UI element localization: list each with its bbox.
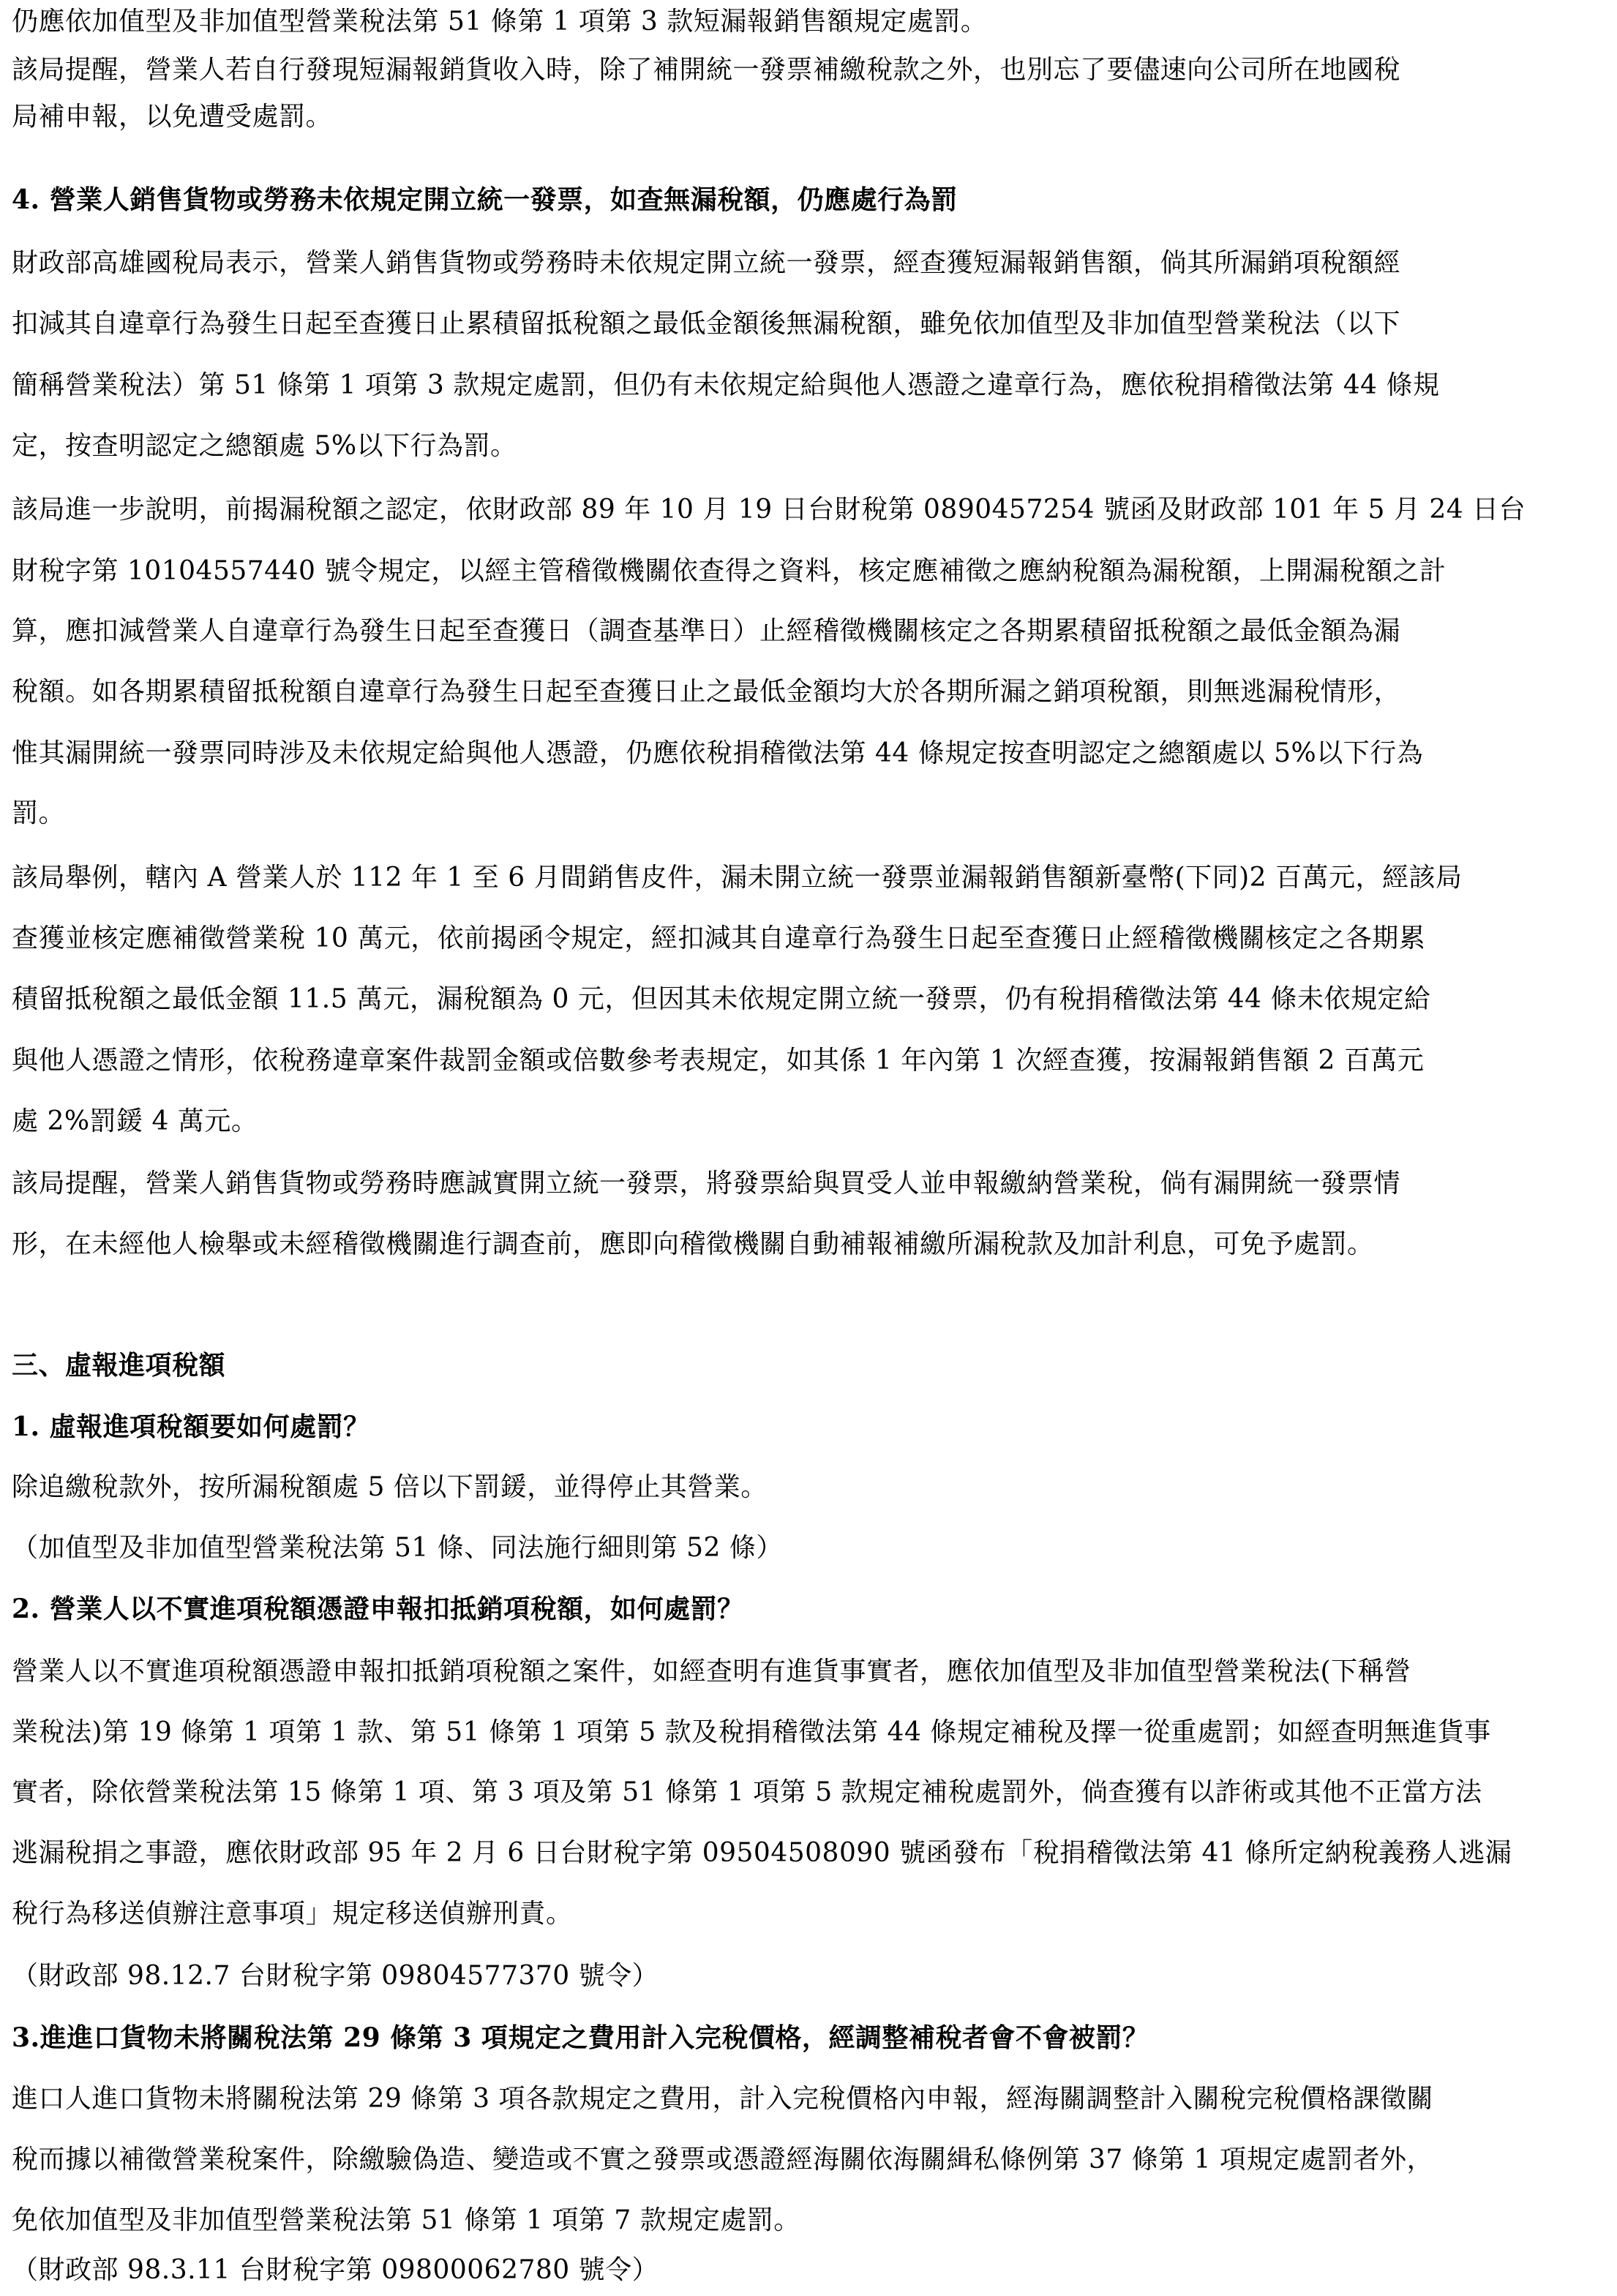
text-line: 進口人進口貨物未將關稅法第 29 條第 3 項各款規定之費用，計入完稅價格內申報，經海關調整計入關稅完稅價格課徵關	[12, 2084, 1433, 2114]
text-line: 財稅字第 10104557440 號令規定，以經主管稽徵機關依查得之資料，核定應補徵之應納稅額為漏稅額，上開漏稅額之計	[12, 556, 1447, 586]
text-line: 簡稱營業稅法）第 51 條第 1 項第 3 款規定處罰，但仍有未依規定給與他人憑證之違章行為，應依稅捐稽徵法第 44 條規	[12, 370, 1440, 400]
text-line: 稅行為移送偵辦注意事項」規定移送偵辦刑責。	[12, 1899, 573, 1929]
section-heading: 三、虛報進項稅額	[12, 1350, 226, 1381]
text-line: 與他人憑證之情形，依稅務違章案件裁罰金額或倍數參考表規定，如其係 1 年內第 1 次經查獲，按漏報銷售額 2 百萬元	[12, 1046, 1425, 1076]
text-line: 業稅法)第 19 條第 1 項第 1 款、第 51 條第 1 項第 5 款及稅捐稽徵法第 44 條規定補稅及擇一從重處罰；如經查明無進貨事	[12, 1717, 1491, 1747]
text-line: 該局舉例，轄內 A 營業人於 112 年 1 至 6 月間銷售皮件，漏未開立統一發票並漏報銷售額新臺幣(下同)2 百萬元，經該局	[12, 863, 1463, 893]
text-line: 惟其漏開統一發票同時涉及未依規定給與他人憑證，仍應依稅捐稽徵法第 44 條規定按查明認定之總額處以 5%以下行為	[12, 738, 1424, 768]
text-line: 免依加值型及非加值型營業稅法第 51 條第 1 項第 7 款規定處罰。	[12, 2205, 800, 2235]
citation-line: （財政部 98.3.11 台財稅字第 09800062780 號令）	[12, 2255, 659, 2285]
text-line: 實者，除依營業稅法第 15 條第 1 項、第 3 項及第 51 條第 1 項第 5 款規定補稅處罰外，倘查獲有以詐術或其他不正當方法	[12, 1777, 1482, 1807]
text-line: 形，在未經他人檢舉或未經稽徵機關進行調查前，應即向稽徵機關自動補報補繳所漏稅款及加計利息，可免予處罰。	[12, 1229, 1374, 1259]
text-line: 該局進一步說明，前揭漏稅額之認定，依財政部 89 年 10 月 19 日台財稅第 0890457254 號函及財政部 101 年 5 月 24 日台	[12, 495, 1526, 525]
text-line: 積留抵稅額之最低金額 11.5 萬元，漏稅額為 0 元，但因其未依規定開立統一發票，仍有稅捐稽徵法第 44 條未依規定給	[12, 984, 1431, 1014]
text-line: 算，應扣減營業人自違章行為發生日起至查獲日（調查基準日）止經稽徵機關核定之各期累積留抵稅額之最低金額為漏	[12, 616, 1401, 646]
text-line: 仍應依加值型及非加值型營業稅法第 51 條第 1 項第 3 款短漏報銷售額規定處罰。	[12, 7, 988, 37]
question-heading: 3.進進口貨物未將關稅法第 29 條第 3 項規定之費用計入完稅價格，經調整補稅者會不會被罰？	[12, 2022, 1149, 2053]
text-line: 該局提醒，營業人銷售貨物或勞務時應誠實開立統一發票，將發票給與買受人並申報繳納營業稅，倘有漏開統一發票情	[12, 1168, 1401, 1198]
text-line: 罰。	[12, 798, 66, 828]
citation-line: （加值型及非加值型營業稅法第 51 條、同法施行細則第 52 條）	[12, 1533, 783, 1563]
citation-line: （財政部 98.12.7 台財稅字第 09804577370 號令）	[12, 1961, 659, 1991]
text-line: 稅額。如各期累積留抵稅額自違章行為發生日起至查獲日止之最低金額均大於各期所漏之銷項稅額，則無逃漏稅情形，	[12, 677, 1401, 707]
text-line: 營業人以不實進項稅額憑證申報扣抵銷項稅額之案件，如經查明有進貨事實者，應依加值型及非加值型營業稅法(下稱營	[12, 1657, 1411, 1687]
text-line: 定，按查明認定之總額處 5%以下行為罰。	[12, 431, 517, 461]
text-line: 除追繳稅款外，按所漏稅額處 5 倍以下罰鍰，並得停止其營業。	[12, 1472, 768, 1502]
question-heading: 1. 虛報進項稅額要如何處罰？	[12, 1411, 370, 1442]
text-line: 局補申報，以免遭受處罰。	[12, 102, 333, 132]
text-line: 查獲並核定應補徵營業稅 10 萬元，依前揭函令規定，經扣減其自違章行為發生日起至查獲日止經稽徵機關核定之各期累	[12, 923, 1426, 953]
text-line: 處 2%罰鍰 4 萬元。	[12, 1106, 258, 1136]
text-line: 財政部高雄國稅局表示，營業人銷售貨物或勞務時未依規定開立統一發票，經查獲短漏報銷售額，倘其所漏銷項稅額經	[12, 248, 1401, 278]
text-line: 稅而據以補徵營業稅案件，除繳驗偽造、變造或不實之發票或憑證經海關依海關緝私條例第 37 條第 1 項規定處罰者外，	[12, 2145, 1433, 2175]
text-line: 扣減其自違章行為發生日起至查獲日止累積留抵稅額之最低金額後無漏稅額，雖免依加值型及非加值型營業稅法（以下	[12, 309, 1401, 339]
section-heading: 4. 營業人銷售貨物或勞務未依規定開立統一發票，如查無漏稅額，仍應處行為罰	[12, 184, 958, 215]
text-line: 逃漏稅捐之事證，應依財政部 95 年 2 月 6 日台財稅字第 09504508090 號函發布「稅捐稽徵法第 41 條所定納稅義務人逃漏	[12, 1838, 1512, 1868]
text-line: 該局提醒，營業人若自行發現短漏報銷貨收入時，除了補開統一發票補繳稅款之外，也別忘了要儘速向公司所在地國稅	[12, 55, 1401, 85]
question-heading: 2. 營業人以不實進項稅額憑證申報扣抵銷項稅額，如何處罰？	[12, 1594, 744, 1624]
